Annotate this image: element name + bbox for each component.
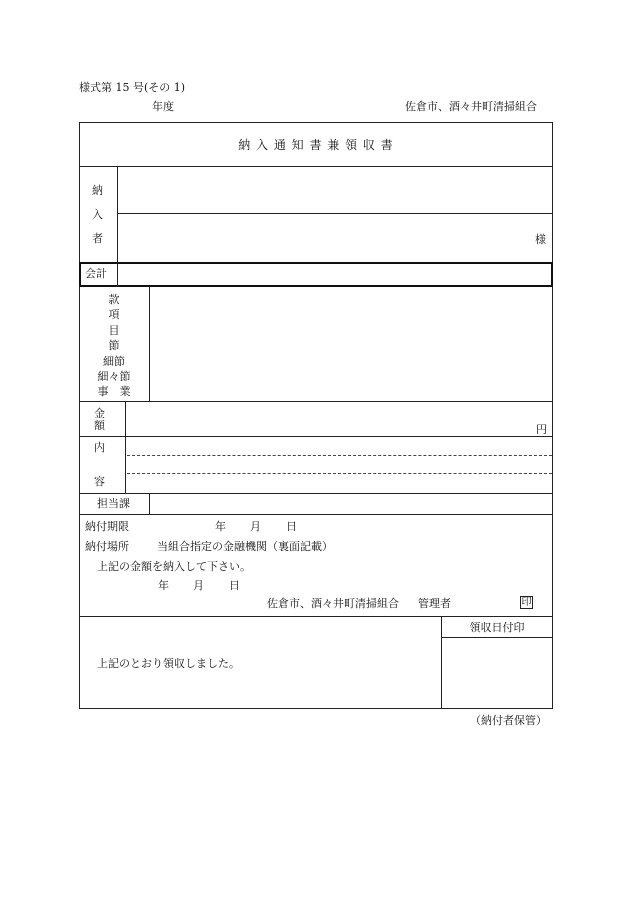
divider [79, 493, 553, 494]
budget-items [79, 292, 149, 400]
footer-note: （納付者保管） [470, 714, 547, 727]
issuer-organization: 佐倉市、酒々井町清掃組合 [267, 597, 399, 610]
divider [79, 514, 553, 515]
divider [149, 493, 150, 514]
issue-year: 年 [158, 579, 169, 592]
contents-label: 内 [94, 441, 105, 454]
divider [149, 287, 150, 401]
divider [79, 436, 553, 437]
divider [125, 401, 126, 493]
divider [117, 263, 118, 286]
deadline-month: 月 [250, 520, 261, 533]
form-number: 様式第 15 号(その 1) [79, 81, 186, 94]
divider [117, 166, 118, 262]
dotted-line [127, 473, 552, 474]
issue-month: 月 [193, 579, 204, 592]
divider [79, 616, 553, 617]
issue-day: 日 [229, 579, 240, 592]
form-title: 納 入 通 知 書 兼 領 収 書 [238, 138, 394, 152]
deadline-year: 年 [215, 520, 226, 533]
receipt-stamp-label: 領収日付印 [469, 621, 525, 634]
account-row [79, 262, 553, 287]
budget-item: 細節 [103, 354, 125, 368]
header-organization: 佐倉市、酒々井町清掃組合 [405, 100, 537, 113]
divider [79, 401, 553, 402]
budget-item: 事 業 [97, 385, 131, 399]
divider [79, 166, 553, 167]
budget-item: 細々節 [97, 369, 131, 383]
deadline-label: 納付期限 [85, 520, 129, 533]
budget-item: 目 [108, 323, 120, 337]
contents-label: 容 [94, 475, 105, 488]
amount-currency: 円 [536, 423, 547, 436]
amount-label: 額 [94, 419, 105, 432]
divider [441, 637, 553, 638]
seal-mark: 印 [521, 597, 532, 608]
payer-honorific: 様 [535, 233, 546, 246]
place-label: 納付場所 [85, 540, 129, 553]
payer-label: 者 [92, 232, 103, 245]
budget-item: 節 [108, 339, 120, 353]
divider [117, 213, 553, 214]
seal-box [520, 596, 533, 609]
fiscal-year-label: 年度 [152, 100, 174, 113]
instruction-text: 上記の金額を納入して下さい。 [97, 560, 251, 573]
receipt-text: 上記のとおり領収しました。 [97, 657, 240, 670]
account-label: 会計 [85, 267, 107, 280]
budget-item: 款 [108, 293, 120, 306]
payer-label: 入 [92, 208, 103, 221]
issuer-title: 管理者 [418, 597, 451, 610]
amount-label: 金 [94, 407, 105, 420]
department-label: 担当課 [97, 497, 130, 510]
payer-label: 納 [92, 184, 103, 197]
budget-item: 項 [108, 308, 120, 322]
deadline-day: 日 [286, 520, 297, 533]
place-value: 当組合指定の金融機関（裏面記載） [157, 540, 333, 553]
dotted-line [127, 455, 552, 456]
